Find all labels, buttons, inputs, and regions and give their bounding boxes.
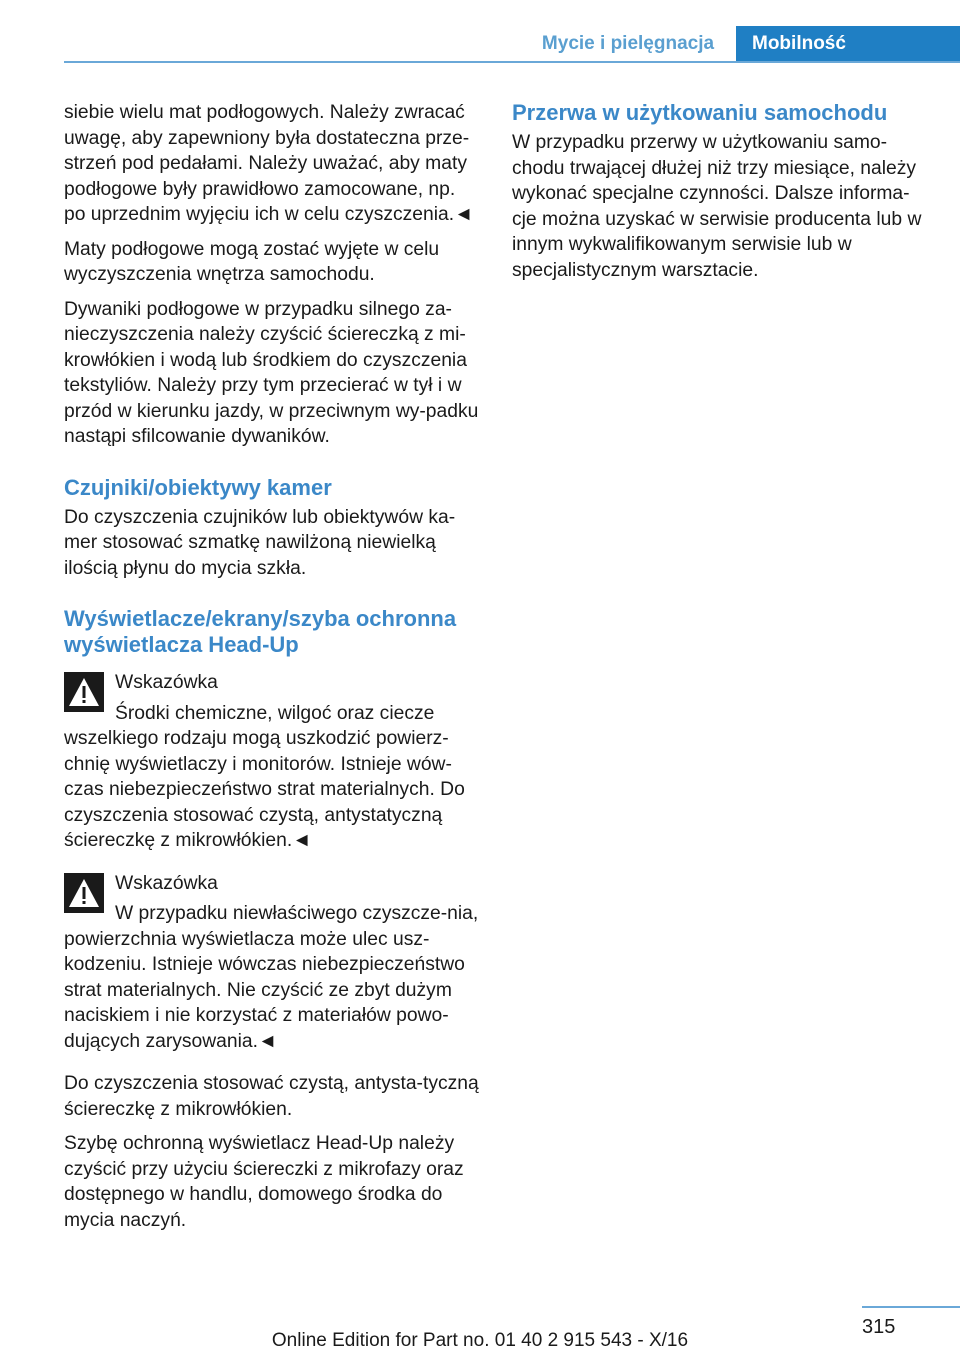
page-number: 315: [862, 1316, 896, 1338]
edition-note: Online Edition for Part no. 01 40 2 915 543 - X/16: [271, 1330, 689, 1351]
footer-divider: [862, 1306, 960, 1308]
header-active-tab[interactable]: Mobilność: [736, 26, 960, 62]
paragraph-floor-mats-intro: siebie wielu mat podłogowych. Należy zwracać uwagę, aby zapewniony była dostateczna prze‐strzeń pod pedałami. Należy uważać, aby maty podłogowe były prawidłowo zamocowane, np. po uprzednim wyjęciu ich w celu czyszczenia.◄: [64, 102, 474, 225]
page-header: [0, 0, 960, 62]
header-divider: [64, 61, 960, 63]
spacer: [64, 590, 480, 606]
warning-block-1: [64, 670, 480, 854]
paragraph-floor-mats-cleaning: Dywaniki podłogowe w przypadku silnego za‐nieczyszczenia należy czyścić ściereczką z mi‐krowłókien i wodą lub środkiem do czyszczenia tekstyliów. Należy przy tym przecierać w tył i w przód w kierunku jazdy, w przeciwnym wy‐padku nastąpi sfilcowanie dywaników.: [64, 298, 479, 447]
spacer: [64, 863, 480, 871]
left-column: [64, 100, 480, 1242]
warning-title: Wskazówka: [115, 672, 218, 693]
warning-triangle-icon: [64, 873, 104, 913]
paragraph-floor-mats-removal: Maty podłogowe mogą zostać wyjęte w celu wyczyszczenia wnętrza samochodu.: [64, 238, 440, 285]
warning-text: Środki chemiczne, wilgoć oraz ciecze wszelkiego rodzaju mogą uszkodzić powierz‐chnię wyświetlaczy i monitorów. Istnieje wów‐czas niebezpieczeństwo strat materialnych. Do czyszczenia stosować czystą, antystatyczną ściereczkę z mikrowłókien.◄: [64, 702, 465, 851]
warning-title: Wskazówka: [115, 872, 218, 894]
heading-vehicle-storage: Przerwa w użytkowaniu samochodu: [512, 100, 888, 125]
spacer: [64, 459, 480, 475]
spacer: [64, 1063, 480, 1071]
paragraph-clean-cloth: Do czyszczenia stosować czystą, antysta‐tyczną ściereczkę z mikrowłókien.: [64, 1073, 479, 1120]
warning-block-2: [64, 871, 480, 1055]
heading-displays: Wyświetlacze/ekrany/szyba ochronna wyświetlacza Head-Up: [64, 606, 457, 657]
paragraph-sensors: Do czyszczenia czujników lub obiektywów ka‐mer stosować szmatkę nawilżoną niewielką ilością płynu do mycia szkła.: [64, 506, 456, 579]
warning-triangle-icon: [64, 672, 104, 712]
right-column: [512, 100, 928, 292]
heading-sensors: Czujniki/obiektywy kamer: [64, 474, 332, 500]
paragraph-headup-cleaning: Szybę ochronną wyświetlacz Head-Up należy czyścić przy użyciu ściereczki z mikrofazy oraz dostępnego w handlu, domowego środka do mycia naczyń.: [64, 1133, 464, 1231]
spacer: [64, 662, 480, 670]
warning-text: W przypadku niewłaściwego czyszcze‐nia, powierzchnia wyświetlacza może ulec usz‐kodzeniu. Istnieje wówczas niebezpieczeństwo strat materialnych. Nie czyścić ze zbyt dużym naciskiem i nie korzystać z materiałów powo‐dujących zarysowania.◄: [64, 903, 479, 1052]
paragraph-vehicle-storage: W przypadku przerwy w użytkowaniu samo‐chodu trwającej dłużej niż trzy miesiące, należy wykonać specjalne czynności. Dalsze informa‐cje można uzyskać w serwisie producenta lub w innym wykwalifikowanym serwisie lub w specjalistycznym warsztacie.: [512, 132, 922, 281]
header-section-tab[interactable]: Mycie i pielęgnacja: [541, 33, 715, 54]
